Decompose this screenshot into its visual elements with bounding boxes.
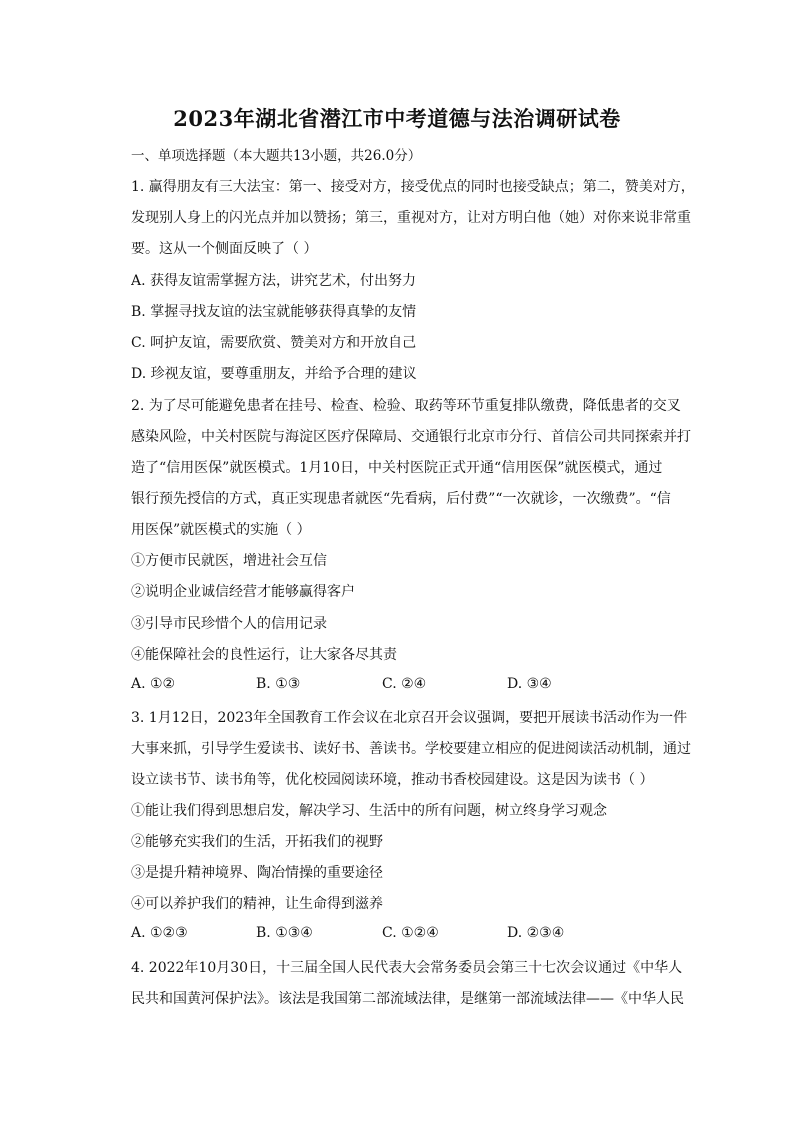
q1-option-a: A. 获得友谊需掌握方法，讲究艺术，付出努力 <box>131 273 417 289</box>
q2-stem-line: 感染风险，中关村医院与海淀区医疗保障局、交通银行北京市分行、首信公司共同探索并打 <box>131 429 691 445</box>
q2-option-c: C. ②④ <box>382 676 427 692</box>
q2-stem-line: 银行预先授信的方式，真正实现患者就医“先看病，后付费”“一次就诊，一次缴费”。“信 <box>131 491 671 507</box>
q2-stem-line: 用医保”就医模式的实施（ ） <box>131 522 311 538</box>
q3-stem-line: 3. 1月12日，2023年全国教育工作会议在北京召开会议强调，要把开展读书活动作为一件 <box>131 710 688 726</box>
q1-stem-line: 要。这从一个侧面反映了（ ） <box>131 241 318 257</box>
q3-statement: ①能让我们得到思想启发，解决学习、生活中的所有问题，树立终身学习观念 <box>131 803 607 819</box>
q2-statement: ①方便市民就医，增进社会互信 <box>131 553 327 569</box>
q2-statement: ②说明企业诚信经营才能够赢得客户 <box>131 584 355 600</box>
q3-statement: ③是提升精神境界、陶冶情操的重要途径 <box>131 865 383 881</box>
q3-statement: ②能够充实我们的生活，开拓我们的视野 <box>131 834 383 850</box>
q1-stem-line: 发现别人身上的闪光点并加以赞扬；第三，重视对方，让对方明白他（她）对你来说非常重 <box>131 210 691 226</box>
q1-option-d: D. 珍视友谊，要尊重朋友，并给予合理的建议 <box>131 366 417 382</box>
q3-stem-line: 设立读书节、读书角等，优化校园阅读环境，推动书香校园建设。这是因为读书（ ） <box>131 772 654 788</box>
q3-options <box>131 925 691 945</box>
q3-statement: ④可以养护我们的精神，让生命得到滋养 <box>131 896 383 912</box>
q3-stem-line: 大事来抓，引导学生爱读书、读好书、善读书。学校要建立相应的促进阅读活动机制，通过 <box>131 741 691 757</box>
q4-stem-line: 民共和国黄河保护法》。该法是我国第二部流域法律，是继第一部流域法律——《中华人民 <box>131 991 684 1007</box>
q1-stem-line: 1. 赢得朋友有三大法宝：第一、接受对方，接受优点的同时也接受缺点；第二，赞美对方， <box>131 179 695 195</box>
q2-stem-line: 2. 为了尽可能避免患者在挂号、检查、检验、取药等环节重复排队缴费，降低患者的交叉 <box>131 398 681 414</box>
q2-stem-line: 造了“信用医保”就医模式。1月10日，中关村医院正式开通“信用医保”就医模式，通过 <box>131 460 663 476</box>
exam-title: 2023年湖北省潜江市中考道德与法治调研试卷 <box>173 106 621 131</box>
q2-option-d: D. ③④ <box>507 676 552 692</box>
q2-options <box>131 676 691 696</box>
q4-stem-line: 4. 2022年10月30日，十三届全国人民代表大会常务委员会第三十七次会议通过《中华人 <box>131 960 683 976</box>
q3-option-c: C. ①②④ <box>382 925 439 941</box>
q2-statement: ③引导市民珍惜个人的信用记录 <box>131 616 327 632</box>
q3-option-d: D. ②③④ <box>507 925 565 941</box>
q3-option-a: A. ①②③ <box>131 925 188 941</box>
q2-statement: ④能保障社会的良性运行，让大家各尽其责 <box>131 647 397 663</box>
q3-option-b: B. ①③④ <box>256 925 313 941</box>
q1-option-c: C. 呵护友谊，需要欣赏、赞美对方和开放自己 <box>131 335 417 351</box>
q2-option-b: B. ①③ <box>256 676 301 692</box>
q2-option-a: A. ①② <box>131 676 176 692</box>
q1-option-b: B. 掌握寻找友谊的法宝就能够获得真挚的友情 <box>131 304 417 320</box>
section-heading: 一、单项选择题（本大题共13小题，共26.0分） <box>131 148 422 164</box>
